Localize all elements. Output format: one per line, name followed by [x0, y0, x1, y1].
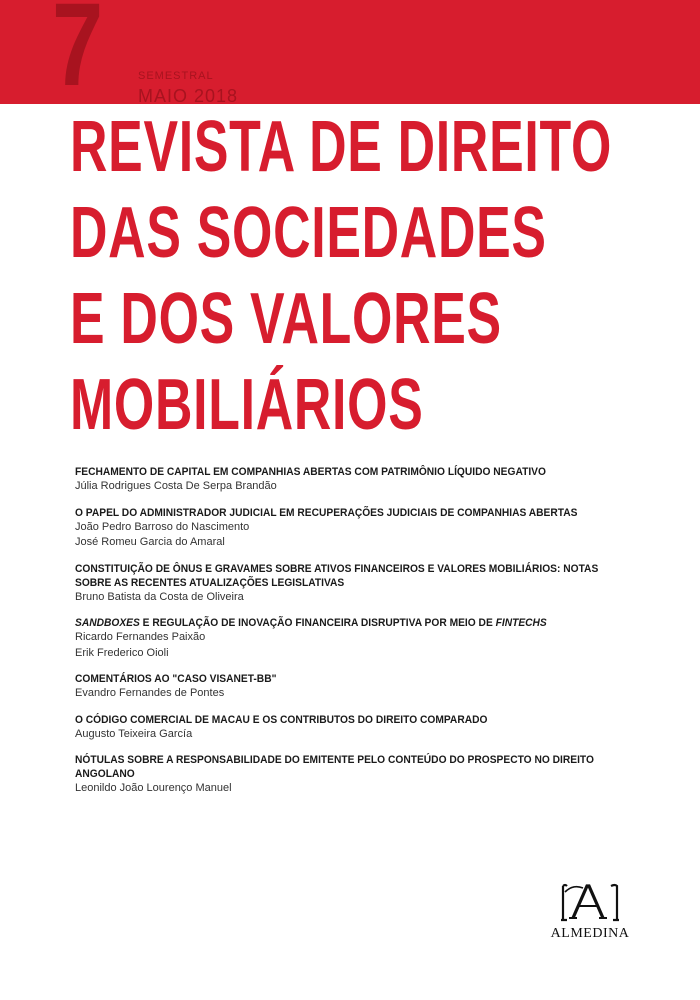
article-title-text: E REGULAÇÃO DE INOVAÇÃO FINANCEIRA DISRUPTIVA POR MEIO DE	[139, 617, 496, 629]
article-author: Bruno Batista da Costa de Oliveira	[75, 590, 244, 603]
article-author: Evandro Fernandes de Pontes	[75, 687, 225, 699]
article-entry	[75, 753, 635, 797]
almedina-logo-icon	[559, 880, 621, 924]
article-title-italic: SANDBOXES	[75, 617, 140, 629]
publisher-block	[540, 880, 640, 942]
article-author: José Romeu Garcia do Amaral	[75, 536, 225, 548]
periodicity-label: SEMESTRAL	[138, 70, 214, 82]
article-title: COMENTÁRIOS AO "CASO VISANET-BB"	[75, 673, 277, 685]
article-author: João Pedro Barroso do Nascimento	[75, 520, 250, 533]
article-author: Júlia Rodrigues Costa De Serpa Brandão	[75, 480, 277, 492]
journal-title-line: REVISTA DE DIREITO	[70, 107, 612, 187]
publisher-name: ALMEDINA	[550, 926, 630, 941]
journal-title-line: E DOS VALORES	[70, 279, 502, 359]
article-title	[75, 616, 633, 630]
article-entry	[75, 672, 635, 702]
article-title: CONSTITUIÇÃO DE ÔNUS E GRAVAMES SOBRE ATIVOS FINANCEIROS E VALORES MOBILIÁRIOS: NOTAS SOBRE AS RECENTES ATUALIZAÇÕES LEGISLATIVAS	[75, 562, 599, 589]
article-title: NÓTULAS SOBRE A RESPONSABILIDADE DO EMITENTE PELO CONTEÚDO DO PROSPECTO NO DIREITO ANGOLANO	[75, 754, 594, 780]
journal-title	[70, 104, 612, 448]
article-entry	[75, 616, 635, 661]
article-title: FECHAMENTO DE CAPITAL EM COMPANHIAS ABERTAS COM PATRIMÔNIO LÍQUIDO NEGATIVO	[75, 466, 546, 478]
issue-date: MAIO 2018	[138, 86, 239, 106]
table-of-contents	[75, 465, 635, 808]
issue-number: 7	[52, 0, 104, 111]
article-entry	[75, 506, 635, 551]
article-title: O CÓDIGO COMERCIAL DE MACAU E OS CONTRIBUTOS DO DIREITO COMPARADO	[75, 713, 488, 726]
journal-title-line: DAS SOCIEDADES	[70, 193, 547, 273]
article-author: Leonildo João Lourenço Manuel	[75, 782, 232, 794]
article-author: Ricardo Fernandes Paixão	[75, 631, 206, 643]
article-entry	[75, 562, 635, 606]
article-entry	[75, 465, 635, 495]
article-entry	[75, 713, 635, 743]
article-title-italic: FINTECHS	[495, 617, 547, 629]
article-author: Augusto Teixeira García	[75, 727, 193, 740]
article-author: Erik Frederico Oioli	[75, 646, 169, 659]
article-title: O PAPEL DO ADMINISTRADOR JUDICIAL EM RECUPERAÇÕES JUDICIAIS DE COMPANHIAS ABERTAS	[75, 506, 578, 519]
header-band	[0, 0, 700, 111]
journal-title-line: MOBILIÁRIOS	[70, 365, 424, 445]
